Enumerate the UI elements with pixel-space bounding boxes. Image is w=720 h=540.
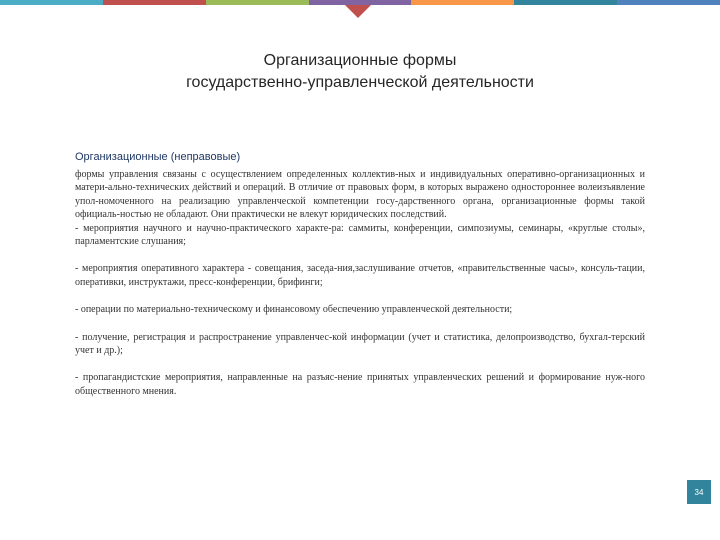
color-stripe bbox=[206, 0, 309, 5]
title-line-2: государственно-управленческой деятельности bbox=[186, 74, 534, 91]
color-stripe bbox=[0, 0, 103, 5]
content-body bbox=[75, 150, 645, 398]
color-stripe bbox=[411, 0, 514, 5]
list-item: - получение, регистрация и распространение управленчес-кой информации (учет и статистика, делопроизводство, бухгал-терский учет и др.); bbox=[75, 331, 645, 357]
page-number-badge: 34 bbox=[687, 480, 711, 504]
list-item: - мероприятия оперативного характера - совещания, заседа-ния,заслушивание отчетов, «правительственные часы», консуль-тации, оперативки, инструктажи, пресс-конференции, брифинги; bbox=[75, 263, 645, 288]
section-subheading: Организационные (неправовые) bbox=[75, 151, 241, 163]
intro-paragraph: формы управления связаны с осуществлением определенных коллектив-ных и индивидуальных оперативно-организационных и матери-ально-технических действий и операций. В отличие от правовых форм, в которых выражено одностороннее волеизъявление упол-номоченного на реализацию управленческой компетенции госу-дарственного органа, организационные формы такой официаль-ностью не обладают. Они практически не влекут юридических последствий. bbox=[75, 169, 645, 221]
color-stripe bbox=[617, 0, 720, 5]
list-item: - операции по материально-техническому и финансовому обеспечению управленческой деятельности; bbox=[75, 304, 513, 316]
color-stripe bbox=[103, 0, 206, 5]
header-triangle-marker bbox=[345, 5, 371, 18]
slide-title bbox=[60, 50, 660, 94]
list-item: - мероприятия научного и научно-практического характе-ра: саммиты, конференции, симпозиумы, семинары, «круглые столы», парламентские слушания; bbox=[75, 222, 645, 248]
color-stripe bbox=[514, 0, 617, 5]
title-line-1: Организационные формы bbox=[263, 52, 457, 69]
list-item: - пропагандистские мероприятия, направленные на разъяс-нение принятых управленческих решений и формирование нуж-ного общественного мнения. bbox=[75, 372, 645, 397]
